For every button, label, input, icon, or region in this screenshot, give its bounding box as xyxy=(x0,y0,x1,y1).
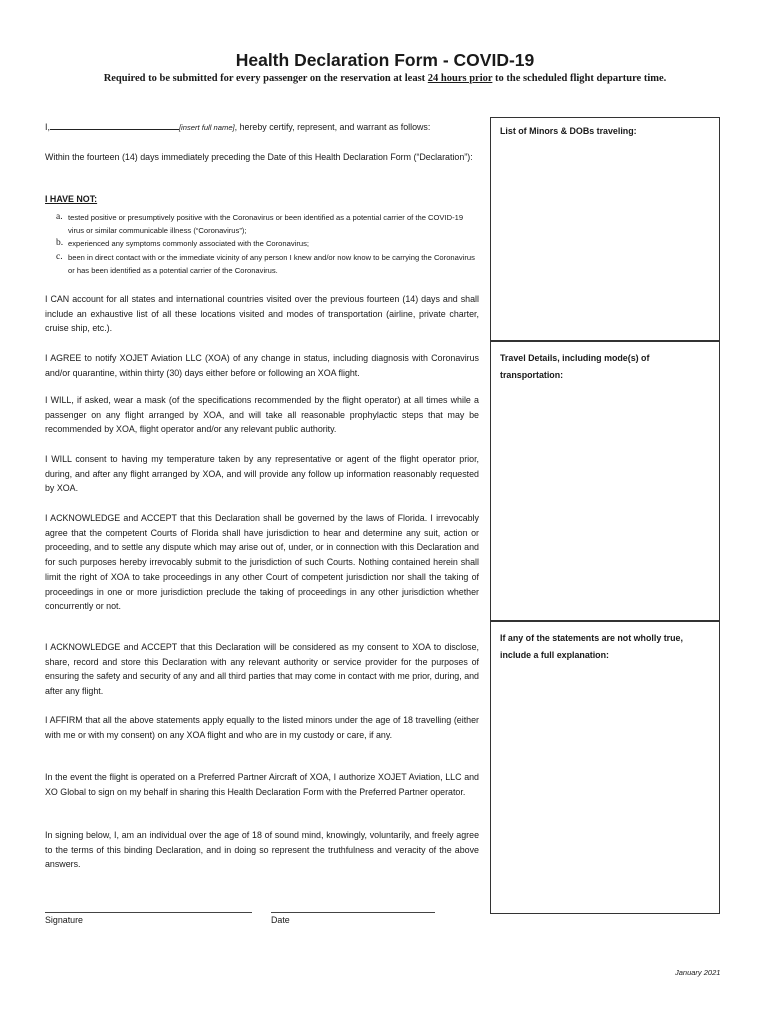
paragraph-text: In the event the flight is operated on a Preferred Partner Aircraft of XOA, I authorize XOJET Aviation, LLC and XO Global to sign on my behalf in sharing this Health Declaration Form with the Preferred Partner operator. xyxy=(45,772,479,797)
paragraph-consent-share xyxy=(45,640,479,699)
paragraph-text: I ACKNOWLEDGE and ACCEPT that this Declaration shall be governed by the laws of Florida. I irrevocably agree that the competent Courts of Florida shall have jurisdiction to hear and determine any suit, action or proceeding, and to settle any dispute which may arise out of, under, or in connection with this Declaration and for such purposes hereby irrevocably submit to the jurisdiction of such Courts. Nothing contained herein shall limit the right of XOA to take proceedings in any other Court of competent jurisdiction nor shall the taking of proceedings in one or more jurisdiction preclude the taking of proceedings in any other jurisdiction whether concurrently or not. xyxy=(45,513,479,612)
paragraph-temperature xyxy=(45,452,479,496)
date-field[interactable] xyxy=(271,912,435,925)
have-not-list xyxy=(56,211,480,277)
paragraph-text: I WILL consent to having my temperature taken by any representative or agent of the flight operator prior, during, and after any flight arranged by XOA, and will provide any follow up information reasonably requested by XOA. xyxy=(45,454,479,494)
paragraph-text: I AFFIRM that all the above statements apply equally to the listed minors under the age of 18 travelling (either with me or with my consent) on any XOA flight and who are in my custody or care, if any. xyxy=(45,715,479,740)
paragraph-wear-mask xyxy=(45,393,479,437)
explanation-box[interactable] xyxy=(490,621,720,914)
item-letter: b. xyxy=(56,238,64,249)
within-period-paragraph: Within the fourteen (14) days immediately preceding the Date of this Health Declaration Form (“Declaration”): xyxy=(45,152,473,162)
intro-prefix: I, xyxy=(45,122,50,132)
have-not-heading: I HAVE NOT: xyxy=(45,194,98,204)
paragraph-text: I AGREE to notify XOJET Aviation LLC (XOA) of any change in status, including diagnosis with Coronavirus and/or quarantine, within thirty (30) days either before or following an XOA flight. xyxy=(45,353,479,378)
paragraph-text: I ACKNOWLEDGE and ACCEPT that this Declaration will be considered as my consent to XOA to disclose, share, record and store this Declaration with any relevant authority or service provider for the purposes of ensuring the safety and security of any and all third parties that may come in contact with me prior, during, and after any flight. xyxy=(45,642,479,697)
minors-label: List of Minors & DOBs traveling: xyxy=(500,126,637,136)
explanation-label: If any of the statements are not wholly true, include a full explanation: xyxy=(500,633,683,660)
form-title: Health Declaration Form - COVID-19 xyxy=(235,50,535,70)
list-item xyxy=(56,251,480,277)
item-letter: a. xyxy=(56,212,63,222)
paragraph-text: I WILL, if asked, wear a mask (of the specifications recommended by the flight operator) at all times while a passenger on any flight arranged by XOA, and will take all reasonable prophylactic steps that may be recommended by XOA, flight operator and/or any relevant public authority. xyxy=(45,395,479,435)
full-name-hint: [insert full name] xyxy=(178,123,235,132)
signature-line xyxy=(45,912,252,913)
paragraph-agree-notify xyxy=(45,351,479,380)
intro-line xyxy=(45,120,479,136)
item-text: experienced any symptoms commonly associated with the Coronavirus; xyxy=(68,239,309,249)
paragraph-affirm-minors xyxy=(45,713,479,742)
date-line xyxy=(271,912,435,913)
paragraph-text: I CAN account for all states and international countries visited over the previous fourteen (14) days and shall include an exhaustive list of all these locations visited and modes of transportation (airline, private charter, cruise ship, etc.). xyxy=(45,294,479,334)
paragraph-preferred-partner xyxy=(45,770,479,799)
subtitle-text-after: to the scheduled flight departure time. xyxy=(492,73,667,84)
revision-date: January 2021 xyxy=(675,968,721,977)
date-label: Date xyxy=(271,915,290,925)
list-item xyxy=(56,211,480,237)
travel-details-label: Travel Details, including mode(s) of transportation: xyxy=(500,353,650,380)
within-period-text xyxy=(45,150,479,165)
item-text: been in direct contact with or the immediate vicinity of any person I knew and/or now know to be carrying the Coronavirus or has been identified as a potential carrier of the Coronavirus. xyxy=(68,252,475,275)
intro-suffix: , hereby certify, represent, and warrant as follows: xyxy=(234,122,431,132)
signature-field[interactable] xyxy=(45,912,252,925)
full-name-field[interactable] xyxy=(50,120,179,130)
travel-details-box[interactable] xyxy=(490,341,720,621)
paragraph-governing-law xyxy=(45,511,479,614)
paragraph-can-account xyxy=(45,292,479,336)
paragraph-text: In signing below, I, am an individual over the age of 18 of sound mind, knowingly, voluntarily, and freely agree to the terms of this binding Declaration, and in doing so represent the truthfulness and veracity of the above answers. xyxy=(45,830,479,870)
subtitle-deadline: 24 hours prior xyxy=(427,73,493,84)
paragraph-signing xyxy=(45,828,479,872)
form-subtitle xyxy=(0,73,770,84)
minors-box[interactable] xyxy=(490,117,720,341)
item-letter: c. xyxy=(56,251,63,262)
signature-label: Signature xyxy=(45,915,83,925)
subtitle-text-before: Required to be submitted for every passenger on the reservation at least xyxy=(103,73,428,84)
list-item xyxy=(56,237,480,250)
item-text: tested positive or presumptively positive with the Coronavirus or been identified as a potential carrier of the COVID-19 virus or similar communicable illness (“Coronavirus”); xyxy=(68,213,464,236)
